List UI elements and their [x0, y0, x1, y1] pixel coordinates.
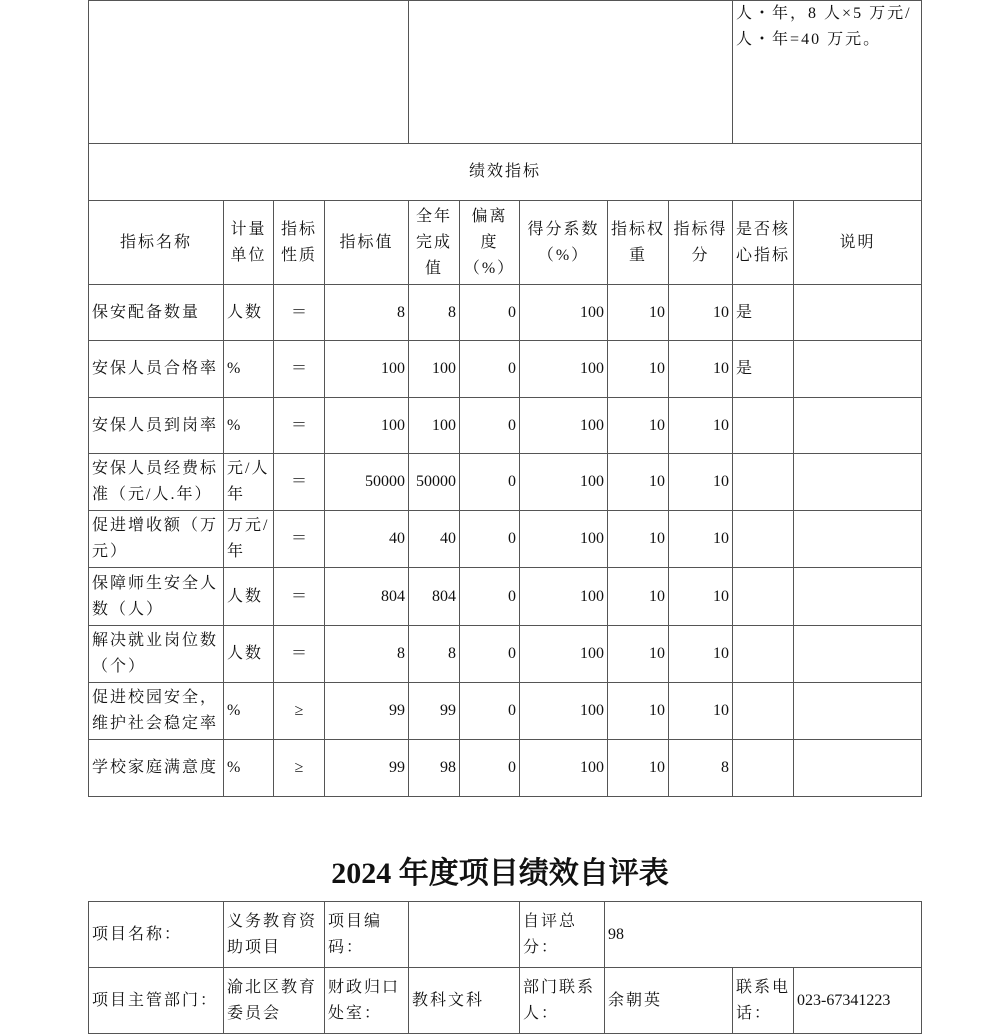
deviation-cell: 0 — [460, 683, 520, 740]
project-name-value: 义务教育资助项目 — [224, 902, 325, 968]
unit-cell: 人数 — [224, 285, 274, 341]
dept-label: 项目主管部门： — [89, 968, 224, 1034]
core-flag-cell — [733, 568, 794, 626]
performance-indicator-table — [88, 0, 922, 797]
score-cell: 10 — [669, 398, 733, 454]
score-cell: 10 — [669, 341, 733, 398]
weight-cell: 10 — [608, 683, 669, 740]
indicator-name-cell: 学校家庭满意度 — [89, 740, 224, 797]
actual-value-cell: 8 — [409, 285, 460, 341]
actual-value-cell: 99 — [409, 683, 460, 740]
project-info-table — [88, 901, 922, 1034]
score-coefficient-cell: 100 — [520, 454, 608, 511]
finance-label: 财政归口处室： — [325, 968, 409, 1034]
indicator-name-cell: 解决就业岗位数（个） — [89, 626, 224, 683]
core-flag-cell — [733, 511, 794, 568]
column-header: 偏离度（%） — [460, 201, 520, 285]
dept-value: 渝北区教育委员会 — [224, 968, 325, 1034]
column-header: 全年完成值 — [409, 201, 460, 285]
nature-cell: ＝ — [274, 626, 325, 683]
calculation-note: 人・年，8 人×5 万元/人・年=40 万元。 — [733, 1, 922, 144]
actual-value-cell: 804 — [409, 568, 460, 626]
note-cell — [794, 398, 922, 454]
indicator-name-cell: 安保人员到岗率 — [89, 398, 224, 454]
project-name-label: 项目名称： — [89, 902, 224, 968]
nature-cell: ＝ — [274, 398, 325, 454]
column-header: 计量单位 — [224, 201, 274, 285]
target-value-cell: 100 — [325, 398, 409, 454]
weight-cell: 10 — [608, 626, 669, 683]
indicator-name-cell: 促进增收额（万元） — [89, 511, 224, 568]
indicator-name-cell: 安保人员合格率 — [89, 341, 224, 398]
core-flag-cell — [733, 626, 794, 683]
deviation-cell: 0 — [460, 285, 520, 341]
deviation-cell: 0 — [460, 341, 520, 398]
core-flag-cell — [733, 683, 794, 740]
indicator-name-cell: 保安配备数量 — [89, 285, 224, 341]
note-cell — [794, 454, 922, 511]
core-flag-cell — [733, 740, 794, 797]
unit-cell: 元/人年 — [224, 454, 274, 511]
unit-cell: % — [224, 683, 274, 740]
actual-value-cell: 100 — [409, 341, 460, 398]
phone-label: 联系电话： — [733, 968, 794, 1034]
score-coefficient-cell: 100 — [520, 740, 608, 797]
core-flag-cell: 是 — [733, 341, 794, 398]
nature-cell: ≥ — [274, 683, 325, 740]
table-row — [89, 568, 922, 626]
column-header: 指标得分 — [669, 201, 733, 285]
weight-cell: 10 — [608, 511, 669, 568]
target-value-cell: 8 — [325, 285, 409, 341]
project-code-value — [409, 902, 520, 968]
nature-cell: ＝ — [274, 511, 325, 568]
target-value-cell: 804 — [325, 568, 409, 626]
core-flag-cell: 是 — [733, 285, 794, 341]
column-header: 指标值 — [325, 201, 409, 285]
nature-cell: ＝ — [274, 341, 325, 398]
score-cell: 10 — [669, 454, 733, 511]
score-coefficient-cell: 100 — [520, 626, 608, 683]
actual-value-cell: 50000 — [409, 454, 460, 511]
header-row — [89, 201, 922, 285]
target-value-cell: 40 — [325, 511, 409, 568]
column-header: 是否核心指标 — [733, 201, 794, 285]
phone-value: 023-67341223 — [794, 968, 922, 1034]
nature-cell: ＝ — [274, 454, 325, 511]
note-cell — [794, 341, 922, 398]
score-coefficient-cell: 100 — [520, 398, 608, 454]
actual-value-cell: 8 — [409, 626, 460, 683]
blank-cell — [89, 1, 409, 144]
table-row — [89, 511, 922, 568]
note-cell — [794, 511, 922, 568]
deviation-cell: 0 — [460, 626, 520, 683]
finance-value: 教科文科 — [409, 968, 520, 1034]
nature-cell: ＝ — [274, 568, 325, 626]
table-row — [89, 341, 922, 398]
contact-value: 余朝英 — [605, 968, 733, 1034]
weight-cell: 10 — [608, 398, 669, 454]
actual-value-cell: 98 — [409, 740, 460, 797]
column-header: 得分系数（%） — [520, 201, 608, 285]
target-value-cell: 100 — [325, 341, 409, 398]
deviation-cell: 0 — [460, 454, 520, 511]
weight-cell: 10 — [608, 568, 669, 626]
score-cell: 10 — [669, 683, 733, 740]
indicator-name-cell: 保障师生安全人数（人） — [89, 568, 224, 626]
project-code-label: 项目编码： — [325, 902, 409, 968]
score-coefficient-cell: 100 — [520, 568, 608, 626]
column-header: 说明 — [794, 201, 922, 285]
score-cell: 10 — [669, 626, 733, 683]
column-header: 指标性质 — [274, 201, 325, 285]
target-value-cell: 8 — [325, 626, 409, 683]
weight-cell: 10 — [608, 285, 669, 341]
table-row — [89, 285, 922, 341]
unit-cell: % — [224, 341, 274, 398]
core-flag-cell — [733, 454, 794, 511]
weight-cell: 10 — [608, 454, 669, 511]
score-cell: 10 — [669, 511, 733, 568]
indicator-name-cell: 促进校园安全，维护社会稳定率 — [89, 683, 224, 740]
note-cell — [794, 683, 922, 740]
score-coefficient-cell: 100 — [520, 683, 608, 740]
unit-cell: % — [224, 398, 274, 454]
score-cell: 10 — [669, 285, 733, 341]
core-flag-cell — [733, 398, 794, 454]
unit-cell: % — [224, 740, 274, 797]
unit-cell: 人数 — [224, 568, 274, 626]
actual-value-cell: 40 — [409, 511, 460, 568]
score-cell: 10 — [669, 568, 733, 626]
score-coefficient-cell: 100 — [520, 511, 608, 568]
table-row — [89, 683, 922, 740]
column-header: 指标权重 — [608, 201, 669, 285]
target-value-cell: 99 — [325, 740, 409, 797]
score-cell: 8 — [669, 740, 733, 797]
deviation-cell: 0 — [460, 511, 520, 568]
total-score-value: 98 — [605, 902, 922, 968]
deviation-cell: 0 — [460, 398, 520, 454]
section-title: 绩效指标 — [89, 144, 922, 201]
deviation-cell: 0 — [460, 740, 520, 797]
weight-cell: 10 — [608, 341, 669, 398]
unit-cell: 万元/年 — [224, 511, 274, 568]
nature-cell: ＝ — [274, 285, 325, 341]
table-row — [89, 398, 922, 454]
unit-cell: 人数 — [224, 626, 274, 683]
deviation-cell: 0 — [460, 568, 520, 626]
column-header: 指标名称 — [89, 201, 224, 285]
nature-cell: ≥ — [274, 740, 325, 797]
target-value-cell: 50000 — [325, 454, 409, 511]
target-value-cell: 99 — [325, 683, 409, 740]
weight-cell: 10 — [608, 740, 669, 797]
note-cell — [794, 626, 922, 683]
note-cell — [794, 740, 922, 797]
table-row — [89, 626, 922, 683]
contact-label: 部门联系人： — [520, 968, 605, 1034]
blank-cell — [409, 1, 733, 144]
note-cell — [794, 285, 922, 341]
table-row — [89, 454, 922, 511]
actual-value-cell: 100 — [409, 398, 460, 454]
note-cell — [794, 568, 922, 626]
indicator-name-cell: 安保人员经费标准（元/人.年） — [89, 454, 224, 511]
total-score-label: 自评总分： — [520, 902, 605, 968]
score-coefficient-cell: 100 — [520, 285, 608, 341]
table-row — [89, 740, 922, 797]
score-coefficient-cell: 100 — [520, 341, 608, 398]
form-title: 2024 年度项目绩效自评表 — [331, 857, 669, 890]
